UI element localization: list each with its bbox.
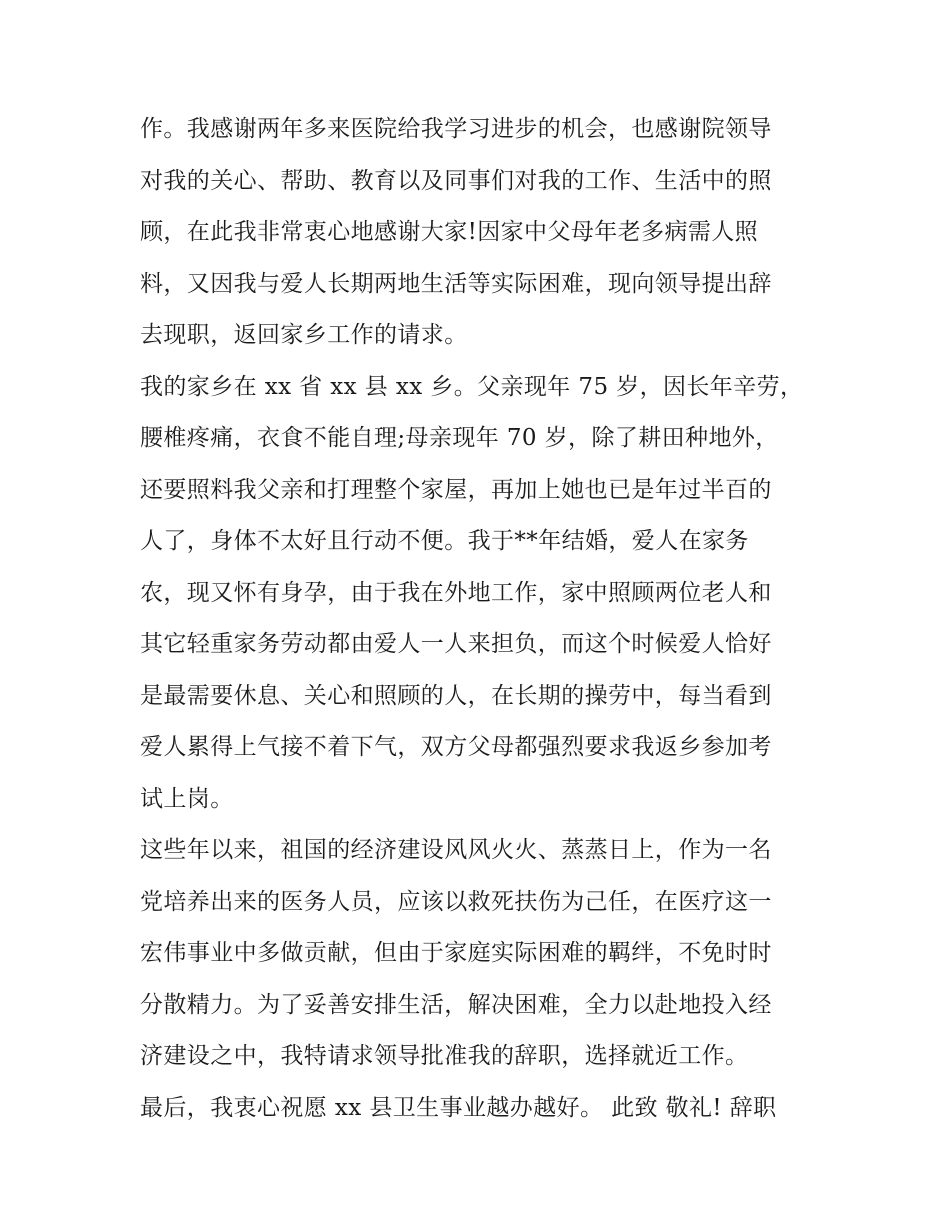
text-line: 最后，我衷心祝愿 xx 县卫生事业越办越好。 此致 敬礼! 辞职 <box>140 1094 777 1121</box>
text-line: 料，又因我与爱人长期两地生活等实际困难，现向领导提出辞 <box>140 270 772 297</box>
body-text <box>140 104 820 1134</box>
text-line: 去现职，返回家乡工作的请求。 <box>140 322 468 348</box>
text-line: 宏伟事业中多做贡献，但由于家庭实际困难的羁绊，不免时时 <box>140 940 772 966</box>
text-line: 这些年以来，祖国的经济建设风风火火、蒸蒸日上，作为一名 <box>140 837 772 863</box>
text-line: 农，现又怀有身孕，由于我在外地工作，家中照顾两位老人和 <box>140 579 772 606</box>
text-line: 是最需要休息、关心和照顾的人，在长期的操劳中，每当看到 <box>140 682 772 709</box>
text-line: 党培养出来的医务人员，应该以救死扶伤为己任，在医疗这一 <box>140 888 772 915</box>
text-line: 腰椎疼痛，衣食不能自理;母亲现年 70 岁，除了耕田种地外， <box>140 425 779 451</box>
text-line: 其它轻重家务劳动都由爱人一人来担负，而这个时候爱人恰好 <box>140 631 772 657</box>
text-line: 济建设之中，我特请求领导批准我的辞职，选择就近工作。 <box>140 1043 749 1069</box>
text-line: 试上岗。 <box>140 785 234 812</box>
text-line: 我的家乡在 xx 省 xx 县 xx 乡。父亲现年 75 岁，因长年辛劳， <box>140 373 804 400</box>
text-line: 还要照料我父亲和打理整个家屋，再加上她也已是年过半百的 <box>140 476 772 503</box>
text-line: 爱人累得上气接不着下气，双方父母都强烈要求我返乡参加考 <box>140 734 772 760</box>
text-line: 作。我感谢两年多来医院给我学习进步的机会，也感谢院领导 <box>140 116 772 142</box>
text-line: 分散精力。为了妥善安排生活，解决困难，全力以赴地投入经 <box>140 991 772 1018</box>
text-line: 人了，身体不太好且行动不便。我于**年结婚，爱人在家务 <box>140 528 749 554</box>
text-line: 对我的关心、帮助、教育以及同事们对我的工作、生活中的照 <box>140 167 772 194</box>
text-line: 顾，在此我非常衷心地感谢大家!因家中父母年老多病需人照 <box>140 219 759 245</box>
